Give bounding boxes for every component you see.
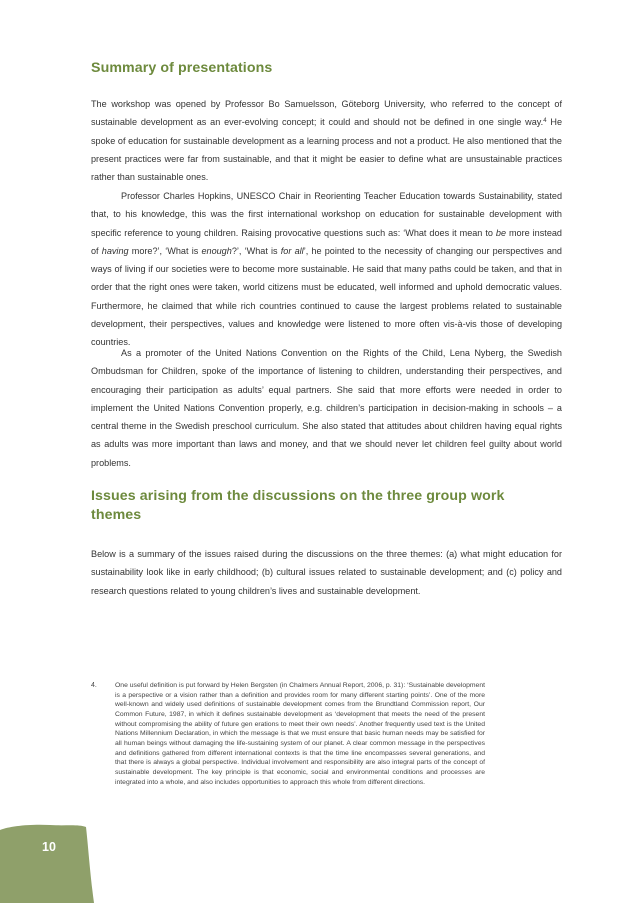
footnote-reference[interactable]: 4 — [543, 118, 547, 125]
page-number: 10 — [42, 840, 56, 854]
paragraph-workshop-opening: The workshop was opened by Professor Bo Samuelsson, Göteborg University, who referred to the concept of sustainable development as an ever-evolving concept; it could and should not be defined in one single way.$^4$ He spoke of education for sustainable development as a learning process and not a product. He also mentioned that the present practices were far from sustainable, and that it might be easier to define what are unsustainable practices rather than sustainable ones. — [91, 99, 563, 183]
section-heading-issues: Issues arising from the discussions on the three group work themes — [91, 488, 505, 523]
footnote-number: 4. — [91, 682, 97, 689]
section-heading-summary: Summary of presentations — [91, 60, 273, 76]
footnote-text: One useful definition is put forward by Helen Bergsten (in Chalmers Annual Report, 2006, p. 31): ‘Sustainable development is a perspective or a vision rather than a definition and provides room for many different starting points’. One of the more well-known and widely used definitions of sustainable development comes from the Brundtland Commission report, Our Common Future, 1987, in which it defines sustainable development as ‘development that meets the need of the present without compromising the ability of future gen erations to meet their own needs’. Another frequently used text is the United Nations Millennium Declaration, in which the message is that we must ensure that basic human needs may be satisfied for all human beings without damaging the life-sustaining system of our planet. A clear common message in the perspectives and definitions gathered from different international contexts is that the time line encompasses several generations, and that there is always a global perspective. Individual involvement and responsibility are also integral parts of the concept of sustainable development. The key principle is that economic, social and environmental conditions and processes are integrated into a whole, and also includes opportunities to approach this whole from different directions. — [115, 682, 485, 786]
page-number-tab — [0, 824, 96, 903]
paragraph-themes-summary: Below is a summary of the issues raised during the discussions on the three themes: (a) what might education for sustainability look like in early childhood; (b) cultural issues related to sustainable development; and (c) policy and research questions related to young children’s lives and sustainable development. — [91, 549, 562, 596]
paragraph-hopkins: Professor Charles Hopkins, UNESCO Chair in Reorienting Teacher Education towards Sustainability, stated that, to his knowledge, this was the first international workshop on education for sustainable development with specific reference to young children. Raising provocative questions such as: ‘What does it mean to be more instead of having more?’, ‘What is enough?’, ‘What is for all’, he pointed to the necessity of changing our perspectives and ways of living if our societies were to become more sustainable. He said that many paths could be taken, and that in order that the right ones were taken, world citizens must be educated, well informed and uphold democratic values. Furthermore, he claimed that while rich countries continued to cause the largest problems related to sustainable development, their perspectives, values and knowledge were listened to more often vis-à-vis those of developing countries. — [91, 191, 562, 348]
paragraph-nyberg: As a promoter of the United Nations Convention on the Rights of the Child, Lena Nyberg, the Swedish Ombudsman for Children, spoke of the importance of listening to children, understanding their perspectives, and encouraging their participation as adults’ equal partners. She said that more efforts were needed in order to implement the United Nations Convention properly, e.g. children’s participation in decision-making in schools – a central theme in the Swedish preschool curriculum. She also stated that attitudes about children having equal rights as adults was more important than laws and money, and that we should never let children feel guilty about world problems. — [91, 348, 562, 468]
footnote — [91, 681, 485, 787]
